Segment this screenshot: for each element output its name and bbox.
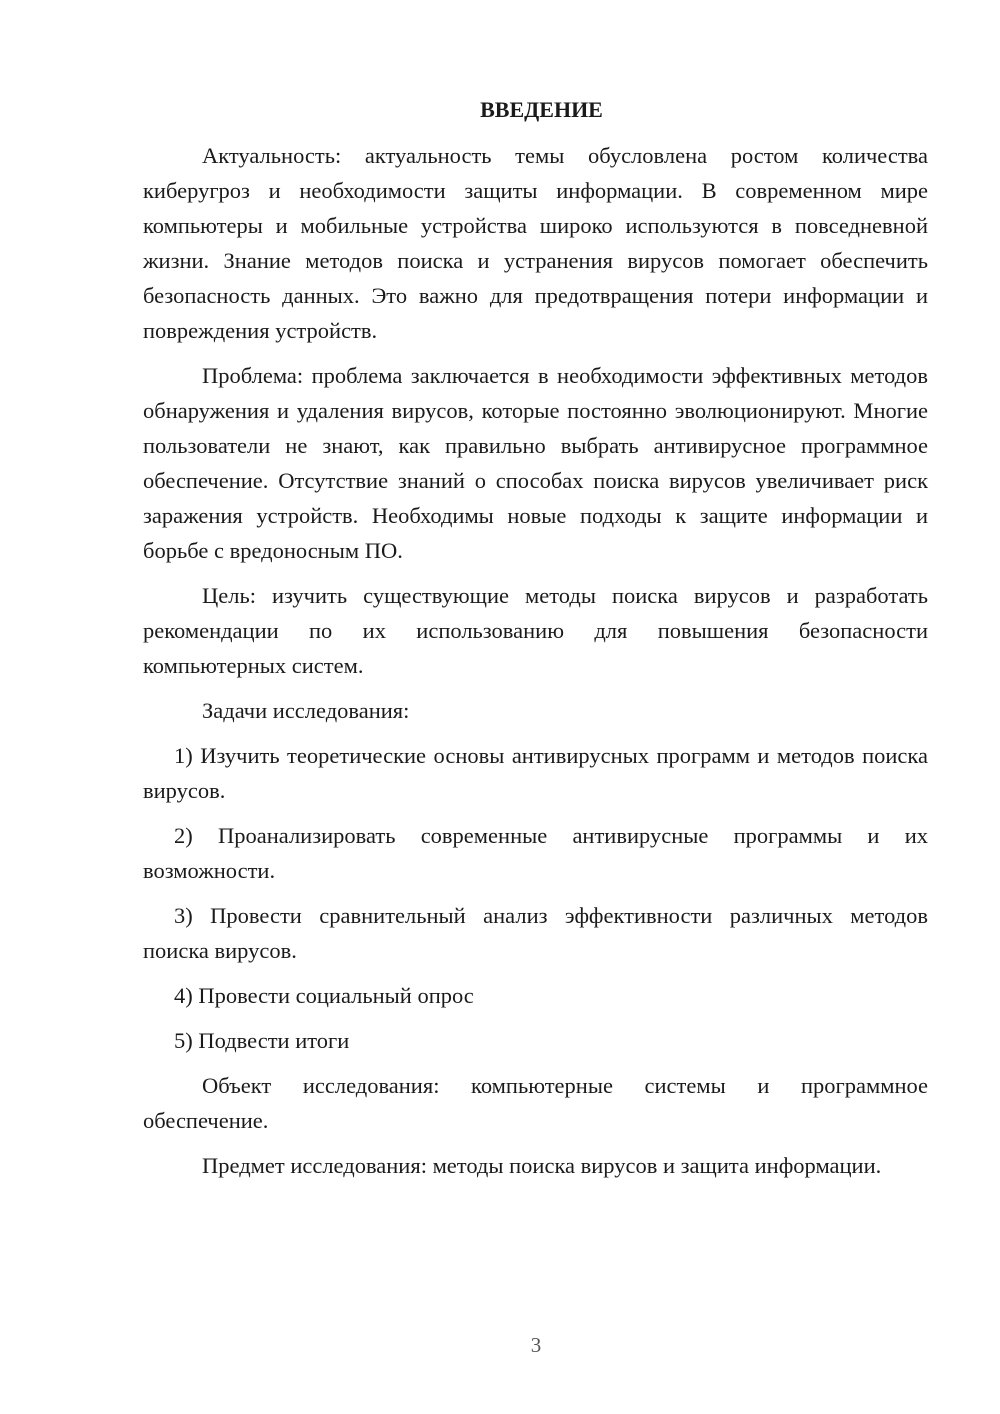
- relevance-paragraph: Актуальность: актуальность темы обусловлена ростом количества киберугроз и необходимости защиты информации. В современном мире компьютеры и мобильные устройства широко используются в повседневной жизни. Знание методов поиска и устранения вирусов помогает обеспечить безопасность данных. Это важно для предотвращения потери информации и повреждения устройств.: [143, 143, 928, 343]
- page-content: [143, 95, 928, 1193]
- list-item: 2) Проанализировать современные антивирусные программы и их возможности.: [143, 823, 928, 883]
- object-paragraph: Объект исследования: компьютерные системы и программное обеспечение.: [143, 1073, 928, 1133]
- list-item: 4) Провести социальный опрос: [174, 983, 474, 1008]
- page-number: 3: [530, 1333, 542, 1357]
- tasks-list: [143, 738, 928, 1058]
- subject-paragraph: Предмет исследования: методы поиска вирусов и защита информации.: [202, 1153, 882, 1178]
- list-item: 5) Подвести итоги: [174, 1028, 350, 1053]
- list-item: 1) Изучить теоретические основы антивирусных программ и методов поиска вирусов.: [143, 743, 928, 803]
- page-title: ВВЕДЕНИЕ: [480, 97, 603, 122]
- list-item: 3) Провести сравнительный анализ эффективности различных методов поиска вирусов.: [143, 903, 928, 963]
- goal-paragraph: Цель: изучить существующие методы поиска вирусов и разработать рекомендации по их использованию для повышения безопасности компьютерных систем.: [143, 583, 928, 678]
- tasks-heading: Задачи исследования:: [202, 698, 410, 723]
- problem-paragraph: Проблема: проблема заключается в необходимости эффективных методов обнаружения и удаления вирусов, которые постоянно эволюционируют. Многие пользователи не знают, как правильно выбрать антивирусное программное обеспечение. Отсутствие знаний о способах поиска вирусов увеличивает риск заражения устройств. Необходимы новые подходы к защите информации и борьбе с вредоносным ПО.: [143, 363, 928, 563]
